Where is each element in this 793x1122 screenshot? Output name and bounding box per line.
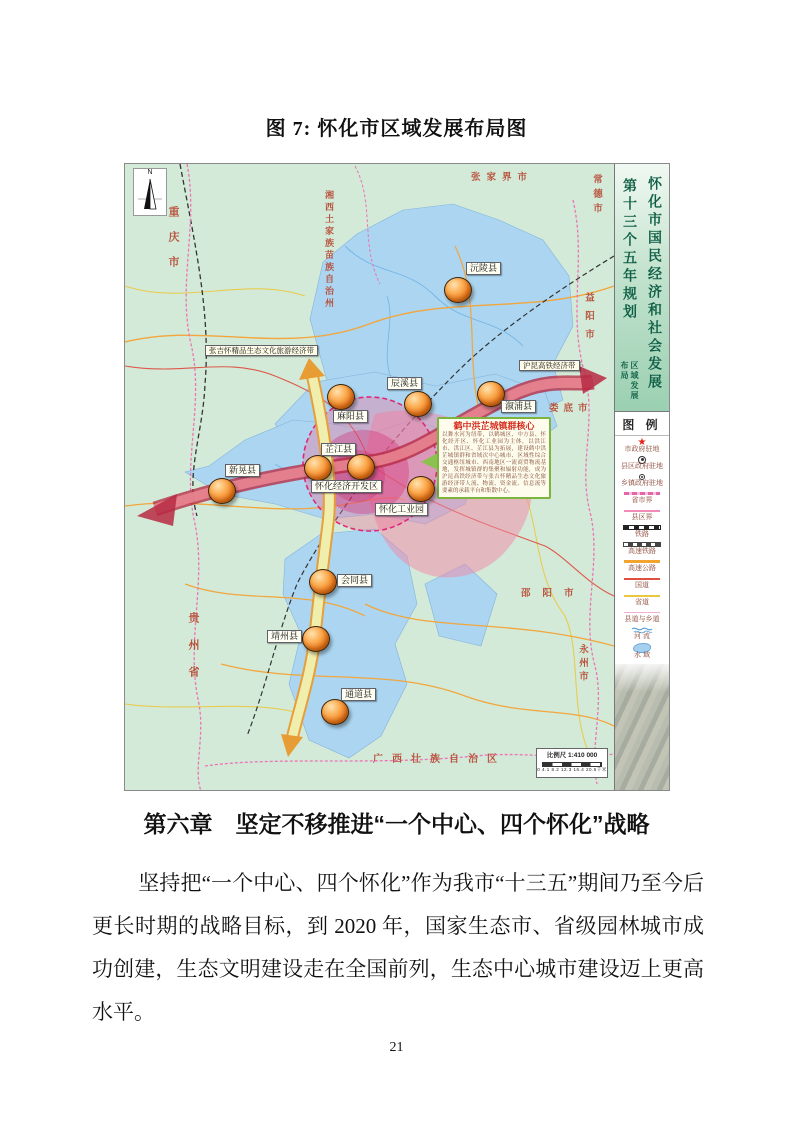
water-area-symbol: [633, 643, 651, 653]
core-cluster-callout: [437, 417, 551, 499]
marker-label: 靖州县: [267, 630, 302, 643]
plan-title-sub: 第十三个五年规划: [622, 178, 638, 322]
compass-rose: [133, 168, 167, 216]
marker-label: 会同县: [337, 574, 372, 587]
legend-item: 省市界: [624, 490, 660, 505]
county-marker: [304, 455, 332, 481]
legend-item: 铁路: [623, 524, 661, 539]
county-marker: [208, 478, 236, 504]
north-arrow-icon: [135, 177, 165, 213]
county-marker: [302, 626, 330, 652]
terrain-thumbnail: [615, 664, 669, 790]
callout-title: 鹤中洪芷城镇群核心: [453, 421, 535, 431]
legend-item: 高速公路: [624, 558, 660, 573]
legend-items: [615, 436, 669, 662]
county-marker: [309, 569, 337, 595]
marker-label: 新晃县: [225, 464, 260, 477]
region-label: 邵阳市: [521, 588, 586, 599]
chapter-heading: 第六章 坚定不移推进“一个中心、四个怀化”战略: [143, 811, 650, 837]
legend-item: 河 流: [631, 626, 653, 641]
legend-item: 乡镇政府驻地: [621, 473, 663, 488]
hsr-symbol: [623, 542, 661, 547]
marker-label: 怀化经济开发区: [311, 480, 382, 493]
scale-label: 比例尺 1:410 000: [546, 752, 598, 759]
marker-label: 通道县: [341, 688, 376, 701]
marker-label: 沅陵县: [466, 262, 501, 275]
callout-body: 以舞水河为纽带，以鹤城区、中方县、怀化经开区、怀化工业园为主体，以洪江市、洪江区、芷江县为拓展，建设鹤中洪芷城镇群和省域次中心城市、区域性综合交通枢纽城市、西南地区一流商贸物流基地，发挥城镇群的集聚和辐射功能，成为沪昆高铁经济带与张吉怀精品生态文化旅游经济带人流、物流、资金流、信息流等要素的承载平台和集散中心。: [442, 432, 546, 494]
marker-label: 辰溪县: [387, 377, 422, 390]
region-label: 益阳市: [583, 292, 594, 348]
figure-frame: [124, 163, 670, 791]
legend-title: 图 例: [615, 412, 669, 436]
double-circle-small-icon: [639, 474, 645, 480]
region-label: 贵州省: [187, 612, 199, 693]
page-number: 21: [389, 1040, 404, 1055]
map-scale: [536, 748, 608, 778]
marker-label: 溆浦县: [501, 400, 536, 413]
county-marker: [347, 454, 375, 480]
national-road-symbol: [624, 578, 660, 580]
county-road-symbol: [624, 612, 660, 614]
county-marker: [321, 699, 349, 725]
legend-item: 水 域: [633, 643, 651, 660]
region-label: 重庆市: [167, 206, 179, 281]
legend-item: 县区政府驻地: [621, 456, 663, 471]
region-label: 广西壮族自治区: [373, 754, 506, 765]
region-label: 湘西土家族苗族自治州: [324, 190, 334, 310]
legend-item: 县道与乡道: [624, 609, 660, 624]
legend-item: ★ 市政府驻地: [625, 439, 660, 454]
county-marker: [327, 384, 355, 410]
railway-symbol: [623, 525, 661, 530]
county-boundary-symbol: [624, 510, 660, 512]
county-marker: [444, 277, 472, 303]
province-boundary-symbol: [624, 492, 660, 495]
body-paragraph: 坚持把“一个中心、四个怀化”作为我市“十三五”期间乃至今后更长时期的战略目标，到 2020 年，国家生态市、省级园林城市成功创建，生态文明建设走在全国前列，生态中心城市建设迈上更高水平。: [92, 871, 704, 1024]
legend-item: 省道: [624, 592, 660, 607]
plan-title-main: 怀化市国民经济和社会发展: [647, 176, 663, 392]
corridor-label-zhangjihuai: 张吉怀精品生态文化旅游经济带: [205, 345, 318, 356]
legend-item: 国道: [624, 575, 660, 590]
provincial-road-symbol: [624, 595, 660, 597]
county-marker: [404, 391, 432, 417]
region-label: 常德市: [591, 174, 602, 218]
map-sidebar: [614, 164, 669, 790]
compass-north-label: N: [147, 169, 153, 176]
marker-label: 芷江县: [321, 443, 356, 456]
legend-item: 县区界: [624, 507, 660, 522]
star-icon: [638, 439, 647, 446]
scale-ticks: 0 4.1 8.2 12.3 16.4 20.5千米: [537, 767, 607, 772]
plan-caption: 区域发展布局: [620, 361, 639, 401]
marker-label: 麻阳县: [333, 410, 368, 423]
expressway-symbol: [624, 560, 660, 563]
region-label: 娄底市: [549, 403, 593, 414]
map-area: [125, 164, 614, 790]
legend-item: 高速铁路: [623, 541, 661, 556]
county-marker: [407, 476, 435, 502]
sidebar-title-panel: [615, 164, 669, 411]
region-label: 永州市: [577, 644, 588, 685]
region-label: 张家界市: [471, 172, 534, 183]
figure-caption: 图 7: 怀化市区域发展布局图: [265, 118, 528, 140]
legend-panel: [615, 411, 669, 790]
marker-label: 怀化工业园: [375, 503, 428, 516]
corridor-label-hukun: 沪昆高铁经济带: [519, 360, 580, 371]
